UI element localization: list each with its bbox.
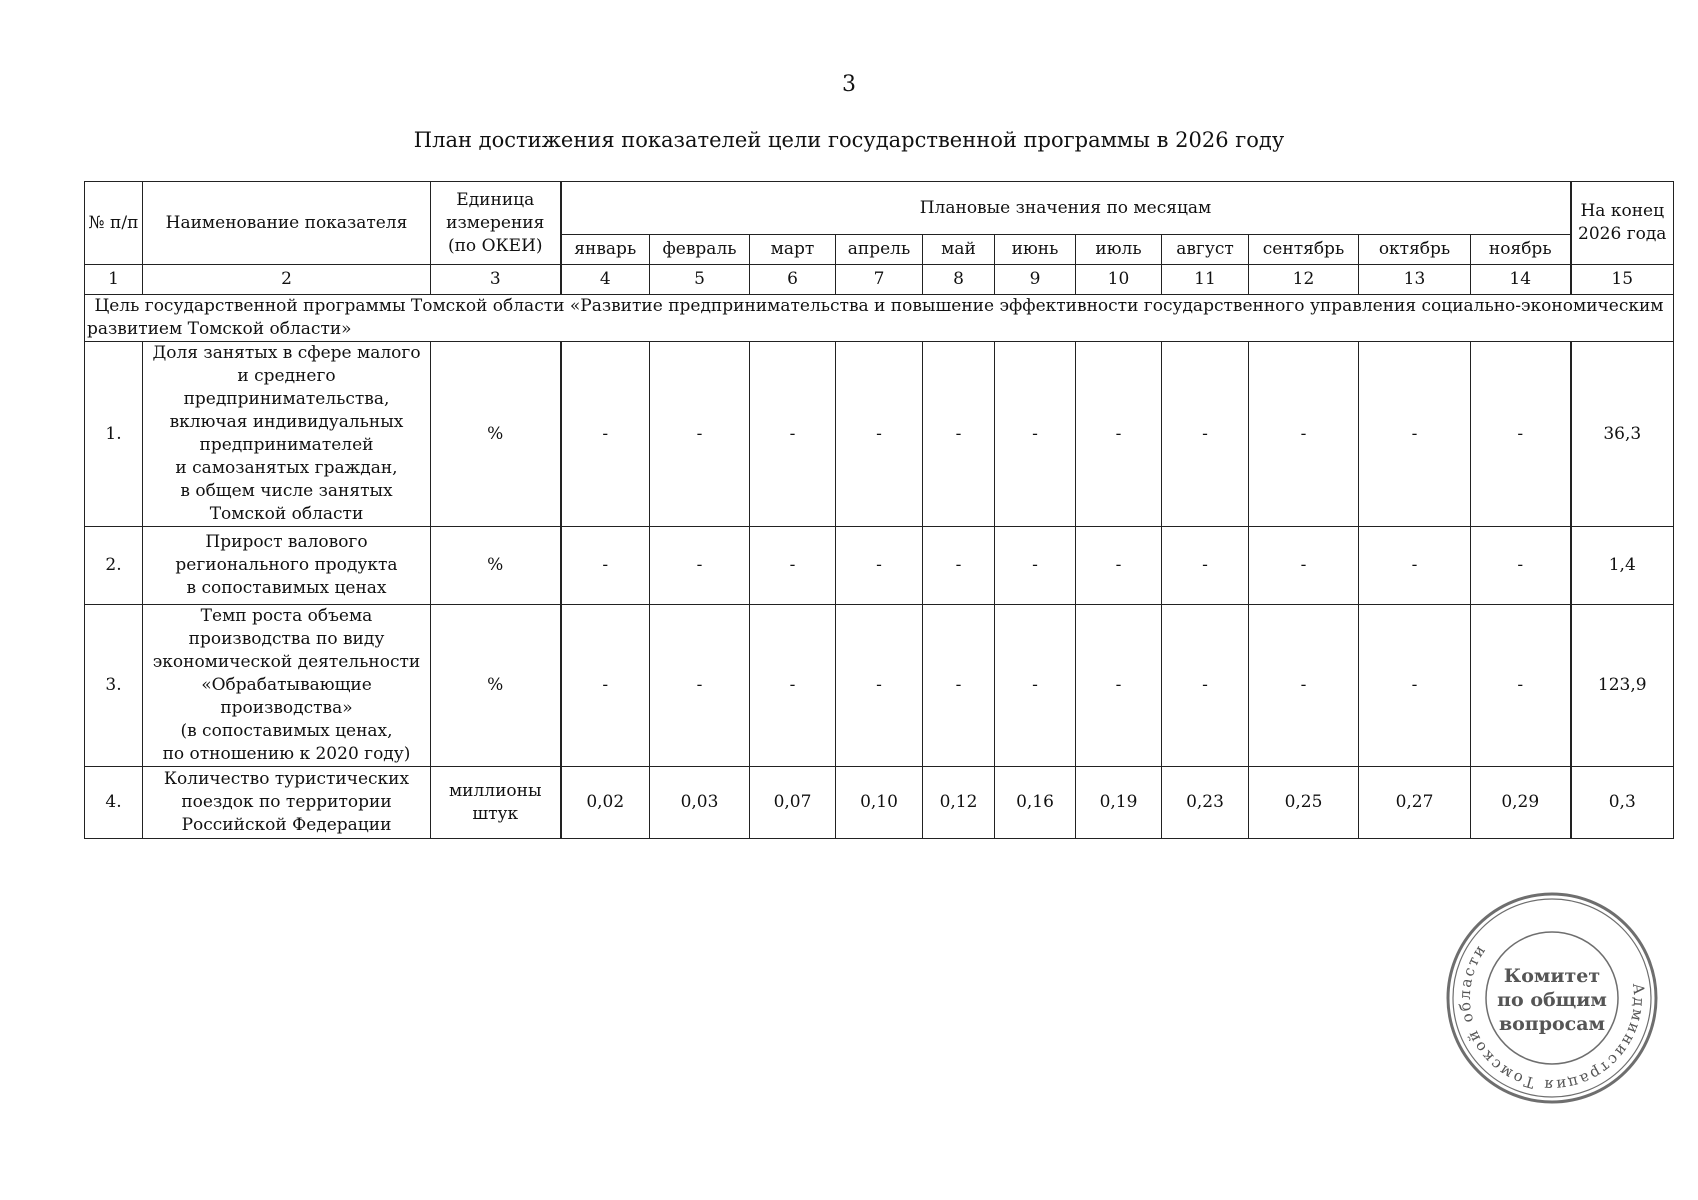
month-value: - <box>1359 605 1471 767</box>
column-number: 2 <box>143 265 431 295</box>
end-of-year-value: 1,4 <box>1571 527 1674 605</box>
month-value: - <box>1076 527 1162 605</box>
indicator-name-line: экономической деятельности <box>152 652 421 672</box>
month-value: - <box>1359 342 1471 527</box>
month-value: - <box>561 527 650 605</box>
stamp-line-3: вопросам <box>1498 1013 1606 1035</box>
month-value: 0,16 <box>995 767 1076 839</box>
month-value: 0,12 <box>923 767 995 839</box>
column-number: 4 <box>561 265 650 295</box>
table-row <box>85 527 1674 605</box>
column-number: 9 <box>995 265 1076 295</box>
header-month: январь <box>561 235 650 265</box>
indicators-plan-table <box>84 181 1674 839</box>
header-name: Наименование показателя <box>143 182 431 265</box>
month-value: - <box>1471 605 1571 767</box>
column-number: 8 <box>923 265 995 295</box>
indicator-name-line: «Обрабатывающие <box>201 675 372 695</box>
row-number: 4. <box>85 767 143 839</box>
column-number: 1 <box>85 265 143 295</box>
month-value: - <box>995 527 1076 605</box>
month-value: - <box>1076 342 1162 527</box>
header-unit: Единица измерения (по ОКЕИ) <box>431 182 561 265</box>
month-value: - <box>923 605 995 767</box>
header-planned-values: Плановые значения по месяцам <box>561 182 1571 235</box>
column-number: 13 <box>1359 265 1471 295</box>
month-value: - <box>1249 527 1359 605</box>
indicator-name-line: Доля занятых в сфере малого <box>152 343 421 363</box>
row-number: 1. <box>85 342 143 527</box>
indicator-name-line: предпринимательства, <box>183 389 390 409</box>
month-value: 0,29 <box>1471 767 1571 839</box>
page-number: 3 <box>842 72 856 97</box>
goal-statement: Цель государственной программы Томской области «Развитие предпринимательства и повышение эффективности государственного управления социально-экономическим развитием Томской области» <box>85 295 1674 342</box>
indicator-name-line: Российской Федерации <box>181 815 392 835</box>
month-value: 0,10 <box>836 767 923 839</box>
indicator-name-line: в общем числе занятых <box>180 481 393 501</box>
month-value: - <box>1249 605 1359 767</box>
column-number: 11 <box>1162 265 1249 295</box>
indicator-name-line: Количество туристических <box>163 769 410 789</box>
month-value: - <box>995 605 1076 767</box>
indicator-name-line: в сопоставимых ценах <box>186 578 387 598</box>
indicator-name-line: Темп роста объема <box>200 606 373 626</box>
unit-cell: миллионы штук <box>431 767 561 839</box>
stamp-ring-text: Администрация Томской области <box>1455 940 1649 1095</box>
header-month: март <box>750 235 836 265</box>
indicator-name-line: производства по виду <box>188 629 385 649</box>
month-value: - <box>1162 605 1249 767</box>
month-value: 0,07 <box>750 767 836 839</box>
month-value: - <box>1162 527 1249 605</box>
header-num: № п/п <box>85 182 143 265</box>
table-row <box>85 767 1674 839</box>
indicator-name-line: регионального продукта <box>175 555 398 575</box>
stamp-line-2: по общим <box>1497 989 1607 1011</box>
month-value: - <box>750 527 836 605</box>
indicator-name-line: (в сопоставимых ценах, <box>180 721 393 741</box>
month-value: 0,27 <box>1359 767 1471 839</box>
column-number: 5 <box>650 265 750 295</box>
header-end-of-year: На конец 2026 года <box>1571 182 1674 265</box>
month-value: - <box>561 605 650 767</box>
indicator-name <box>143 342 431 527</box>
month-value: - <box>750 342 836 527</box>
end-of-year-value: 123,9 <box>1571 605 1674 767</box>
unit-cell: % <box>431 605 561 767</box>
month-value: - <box>836 527 923 605</box>
table-row <box>85 605 1674 767</box>
indicator-name-line: поездок по территории <box>181 792 392 812</box>
month-value: - <box>561 342 650 527</box>
month-value: - <box>836 342 923 527</box>
month-value: 0,25 <box>1249 767 1359 839</box>
header-month: май <box>923 235 995 265</box>
column-number: 10 <box>1076 265 1162 295</box>
stamp-line-1: Комитет <box>1503 965 1601 987</box>
column-number: 14 <box>1471 265 1571 295</box>
table-row <box>85 342 1674 527</box>
unit-cell: % <box>431 342 561 527</box>
column-number: 6 <box>750 265 836 295</box>
month-value: - <box>1249 342 1359 527</box>
indicator-name-line: производства» <box>220 698 353 718</box>
month-value: 0,03 <box>650 767 750 839</box>
header-month: апрель <box>836 235 923 265</box>
month-value: - <box>1359 527 1471 605</box>
header-month: август <box>1162 235 1249 265</box>
end-of-year-value: 36,3 <box>1571 342 1674 527</box>
month-value: 0,19 <box>1076 767 1162 839</box>
document-title: План достижения показателей цели государственной программы в 2026 году <box>413 128 1285 152</box>
row-number: 3. <box>85 605 143 767</box>
header-month: февраль <box>650 235 750 265</box>
month-value: - <box>923 527 995 605</box>
month-value: - <box>923 342 995 527</box>
header-month: ноябрь <box>1471 235 1571 265</box>
indicator-name-line: Прирост валового <box>205 532 368 552</box>
row-number: 2. <box>85 527 143 605</box>
indicator-name-line: и самозанятых граждан, <box>175 458 398 478</box>
indicator-name-line: включая индивидуальных <box>169 412 404 432</box>
seal-stamp <box>1442 888 1662 1108</box>
month-value: - <box>995 342 1076 527</box>
month-value: - <box>750 605 836 767</box>
indicator-name-line: и среднего <box>237 366 336 386</box>
column-number: 7 <box>836 265 923 295</box>
month-value: - <box>1471 342 1571 527</box>
column-number: 3 <box>431 265 561 295</box>
indicator-name-line: по отношению к 2020 году) <box>162 744 411 764</box>
month-value: - <box>1162 342 1249 527</box>
month-value: - <box>650 527 750 605</box>
month-value: - <box>836 605 923 767</box>
month-value: - <box>650 342 750 527</box>
header-month: июль <box>1076 235 1162 265</box>
unit-cell: % <box>431 527 561 605</box>
indicator-name <box>143 605 431 767</box>
header-month: июнь <box>995 235 1076 265</box>
month-value: 0,02 <box>561 767 650 839</box>
month-value: - <box>1471 527 1571 605</box>
indicator-name <box>143 527 431 605</box>
end-of-year-value: 0,3 <box>1571 767 1674 839</box>
column-number: 15 <box>1571 265 1674 295</box>
header-month: октябрь <box>1359 235 1471 265</box>
indicator-name-line: предпринимателей <box>199 435 374 455</box>
month-value: 0,23 <box>1162 767 1249 839</box>
indicator-name-line: Томской области <box>209 504 364 524</box>
month-value: - <box>650 605 750 767</box>
header-month: сентябрь <box>1249 235 1359 265</box>
indicator-name <box>143 767 431 839</box>
column-number: 12 <box>1249 265 1359 295</box>
month-value: - <box>1076 605 1162 767</box>
